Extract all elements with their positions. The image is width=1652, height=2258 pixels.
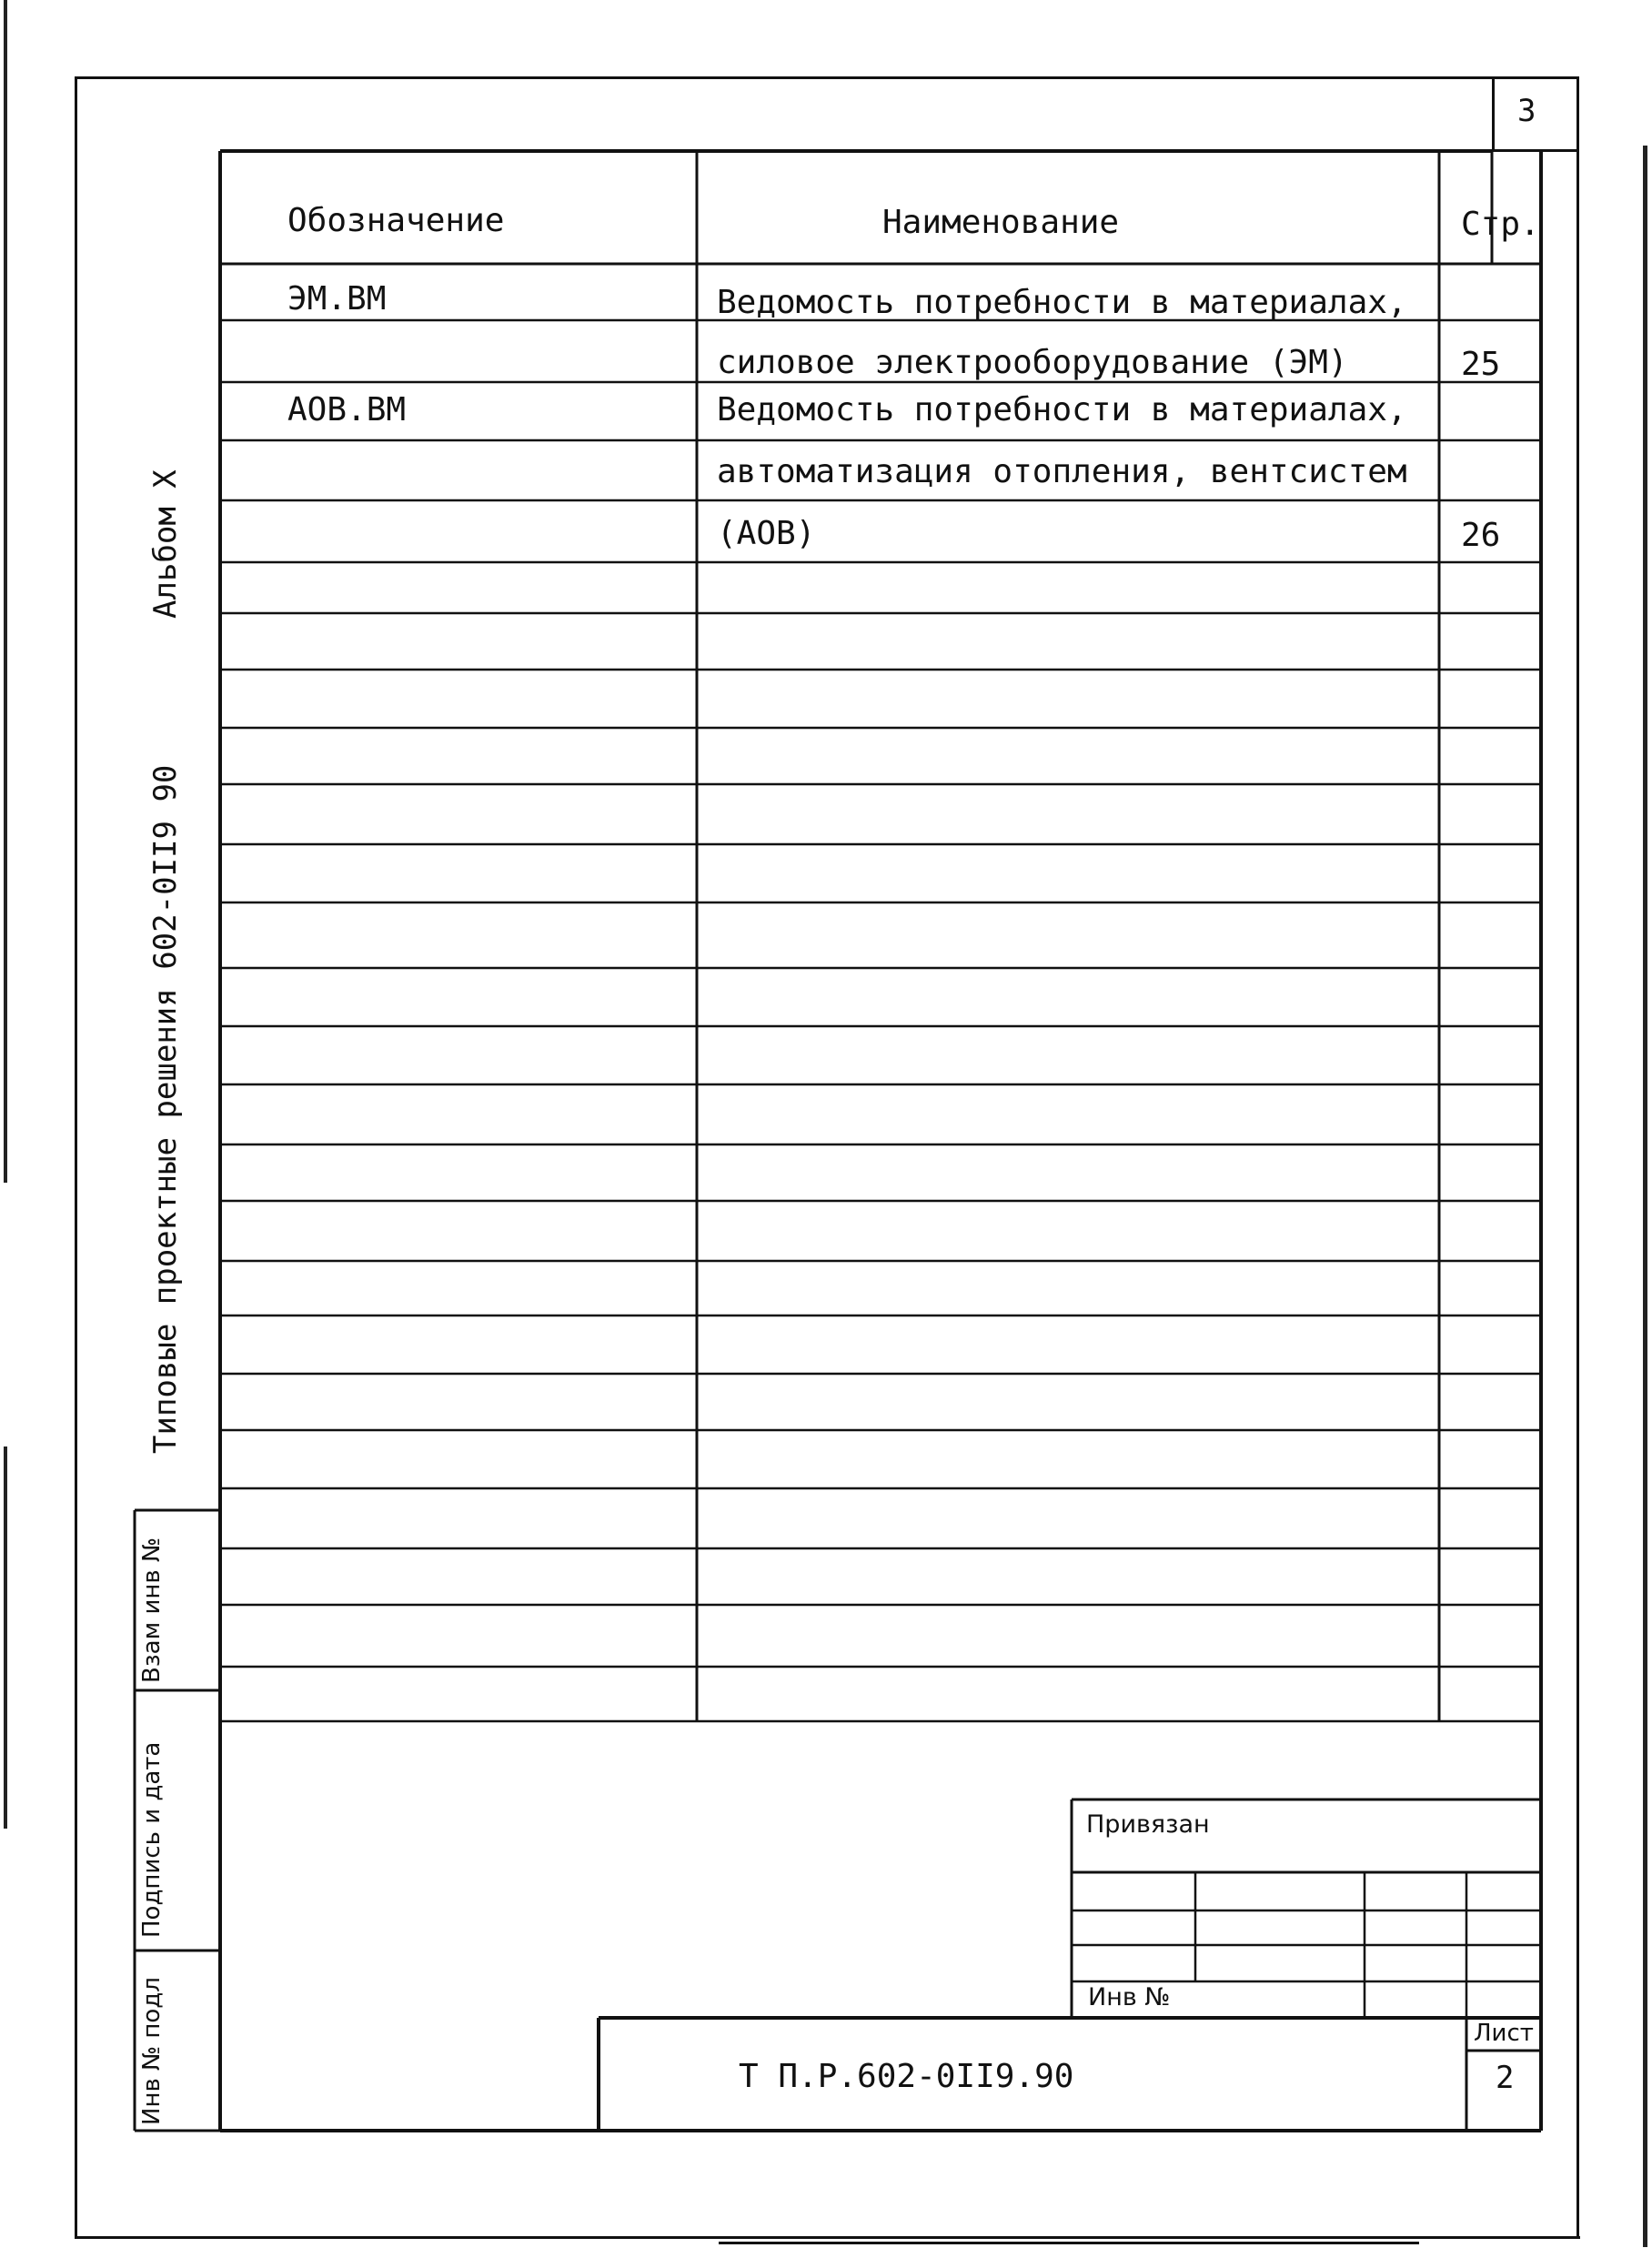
tied-label: Привязан — [1086, 1810, 1210, 1839]
row-5-page: 26 — [1461, 517, 1501, 554]
side-album-label: Альбом X — [147, 469, 184, 619]
row-2-name: силовое электрооборудование (ЭМ) — [717, 344, 1348, 381]
row-4-name: автоматизация отопления, вентсистем — [717, 453, 1407, 490]
row-3-designation: АОВ.ВМ — [287, 391, 407, 428]
document-code: Т П.Р.602-0II9.90 — [739, 2058, 1074, 2095]
row-2-page: 25 — [1461, 346, 1501, 383]
row-5-name: (АОВ) — [717, 515, 816, 552]
sheet-label: Лист — [1474, 2020, 1534, 2047]
stamp-signature-date-label: Подпись и дата — [138, 1741, 166, 1938]
row-1-designation: ЭМ.ВМ — [287, 280, 387, 318]
page-number: 3 — [1517, 93, 1536, 129]
header-name: Наименование — [882, 204, 1120, 241]
header-page: Стр. — [1461, 206, 1540, 243]
inv-label: Инв № — [1088, 1983, 1171, 2011]
sheet-number: 2 — [1496, 2060, 1515, 2096]
row-1-name: Ведомость потребности в материалах, — [717, 284, 1407, 321]
side-series-label: Типовые проектные решения 602-0II9 90 — [147, 764, 184, 1454]
row-3-name: Ведомость потребности в материалах, — [717, 391, 1407, 428]
stamp-inv-orig-label: Инв № подл — [138, 1977, 166, 2125]
stamp-swap-inv-label: Взам инв № — [138, 1537, 166, 1683]
header-designation: Обозначение — [287, 202, 505, 239]
